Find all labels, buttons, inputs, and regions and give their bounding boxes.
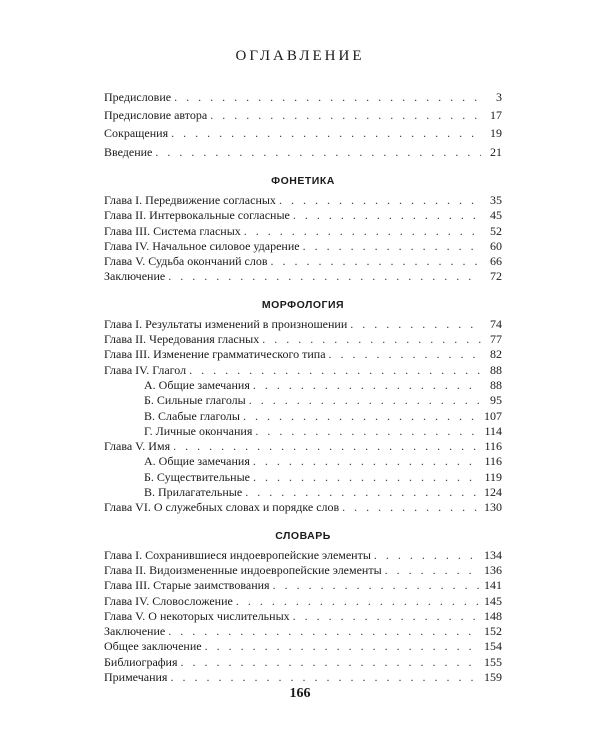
toc-entry — [104, 347, 502, 362]
toc-entry — [104, 393, 502, 408]
dot-leader — [262, 332, 481, 347]
toc-entry-page: 116 — [484, 439, 502, 454]
toc-entry-title: Б. Существительные — [144, 469, 250, 484]
toc-entry — [104, 594, 502, 609]
dot-leader — [173, 439, 481, 454]
dot-leader — [350, 317, 481, 332]
toc-entry-title: В. Слабые глаголы — [144, 408, 240, 423]
toc-entry — [104, 332, 502, 347]
toc-entry-page: 3 — [496, 90, 502, 104]
dot-leader — [168, 269, 481, 284]
toc-entry-page: 19 — [490, 126, 502, 141]
toc-entry-title: Предисловие — [104, 90, 172, 104]
toc-entry-page: 155 — [484, 654, 502, 669]
toc-entry-title: Заключение — [104, 269, 166, 284]
toc-entry-page: 52 — [490, 223, 502, 238]
dot-leader — [253, 378, 481, 393]
toc-entry — [104, 470, 502, 485]
section-heading: МОРФОЛОГИЯ — [261, 298, 345, 311]
toc-entry — [104, 409, 502, 424]
toc-entry — [104, 269, 502, 284]
toc-entry — [104, 655, 502, 670]
dot-leader — [205, 639, 481, 654]
toc-entry-page: 114 — [484, 423, 502, 438]
dot-leader — [189, 363, 481, 378]
dot-leader — [210, 106, 481, 124]
toc-entry-page: 95 — [490, 393, 502, 408]
toc-entry-title: Глава V. Имя — [104, 439, 171, 454]
toc-front-matter — [104, 88, 502, 161]
toc-entry — [104, 670, 502, 685]
toc-entry-page: 66 — [490, 254, 502, 269]
toc-entry-page: 116 — [484, 454, 502, 469]
toc-entry — [104, 208, 502, 223]
toc-entry-title: Глава I. Результаты изменений в произношении — [104, 316, 348, 331]
dot-leader — [243, 409, 481, 424]
toc-entry — [104, 578, 502, 593]
toc-entry-title: Г. Личные окончания — [144, 423, 253, 438]
toc-entry-title: Глава V. О некоторых числительных — [104, 608, 290, 623]
toc-sections — [104, 161, 502, 685]
toc-entry-page: 136 — [484, 562, 502, 577]
dot-leader — [171, 124, 481, 142]
toc-entry-title: Общее заключение — [104, 639, 202, 654]
toc-entry — [104, 363, 502, 378]
toc-entry-page: 77 — [490, 332, 502, 347]
toc-entry — [104, 439, 502, 454]
dot-leader — [293, 208, 481, 223]
toc-entry-title: Предисловие автора — [104, 108, 208, 123]
toc-entry-page: 154 — [484, 639, 502, 654]
toc-entry-title: Глава II. Чередования гласных — [104, 332, 260, 347]
dot-leader — [303, 239, 481, 254]
toc-entry-title: Глава III. Старые заимствования — [104, 578, 270, 593]
toc-entry-page: 145 — [484, 593, 502, 608]
toc-entry-title: Глава V. Судьба окончаний слов — [104, 254, 268, 269]
toc-entry-page: 148 — [484, 608, 502, 623]
dot-leader — [374, 548, 481, 563]
toc-entry — [104, 124, 502, 142]
toc-entry-title: Сокращения — [104, 126, 169, 141]
toc-entry-title: Библиография — [104, 654, 178, 669]
toc-entry-title: Глава II. Интервокальные согласные — [104, 208, 290, 223]
dot-leader — [279, 193, 481, 208]
toc-entry — [104, 239, 502, 254]
toc-entry-page: 88 — [490, 362, 502, 377]
toc-entry-page: 107 — [484, 408, 502, 423]
toc-entry-page: 124 — [484, 485, 502, 500]
toc-entry-title: Глава IV. Словосложение — [104, 593, 233, 608]
toc-entry-page: 60 — [490, 238, 502, 253]
page-number: 166 — [289, 686, 311, 701]
dot-leader — [174, 88, 481, 106]
toc-entry-title: А. Общие замечания — [144, 454, 250, 469]
toc-entry-title: Глава II. Видоизмененные индоевропейские элементы — [104, 562, 382, 577]
dot-leader — [385, 563, 481, 578]
toc-entry — [104, 254, 502, 269]
toc-entry — [104, 378, 502, 393]
dot-leader — [271, 254, 481, 269]
dot-leader — [244, 224, 481, 239]
toc-entry — [104, 500, 502, 515]
toc-entry-title: Примечания — [104, 670, 168, 685]
toc-entry — [104, 317, 502, 332]
toc-entry-page: 17 — [490, 108, 502, 123]
toc-entry-page: 21 — [490, 144, 502, 159]
toc-entry-page: 159 — [484, 670, 502, 685]
toc-entry-title: А. Общие замечания — [144, 377, 250, 392]
toc-entry-title: Глава III. Система гласных — [104, 223, 241, 238]
toc-entry-page: 88 — [490, 377, 502, 392]
toc-entry — [104, 454, 502, 469]
toc-entry-title: Глава I. Передвижение согласных — [104, 193, 276, 207]
toc-entry — [104, 548, 502, 563]
dot-leader — [293, 609, 481, 624]
toc-entry-title: Заключение — [104, 624, 166, 639]
toc-entry — [104, 624, 502, 639]
dot-leader — [155, 143, 481, 161]
toc-entry-page: 119 — [484, 469, 502, 484]
dot-leader — [249, 393, 481, 408]
dot-leader — [255, 424, 481, 439]
dot-leader — [245, 485, 481, 500]
toc-entry-title: Глава IV. Начальное силовое ударение — [104, 238, 300, 253]
toc-entry — [104, 88, 502, 106]
toc-entry-title: Глава VI. О служебных словах и порядке слов — [104, 500, 340, 515]
toc-entry — [104, 424, 502, 439]
dot-leader — [329, 347, 481, 362]
page-title: ОГЛАВЛЕНИЕ — [235, 48, 365, 64]
dot-leader — [253, 470, 481, 485]
toc-entry-page: 82 — [490, 347, 502, 362]
toc-entry — [104, 639, 502, 654]
toc-entry — [104, 143, 502, 161]
toc-entry-page: 130 — [484, 500, 502, 515]
toc-entry-title: В. Прилагательные — [144, 485, 243, 500]
toc-entry-page: 35 — [490, 193, 502, 207]
toc-entry-page: 74 — [490, 316, 502, 331]
toc-entry — [104, 563, 502, 578]
dot-leader — [273, 578, 481, 593]
toc-entry-title: Глава IV. Глагол — [104, 362, 187, 377]
section-heading: СЛОВАРЬ — [275, 529, 331, 542]
dot-leader — [181, 655, 482, 670]
dot-leader — [170, 670, 481, 685]
toc-entry-page: 45 — [490, 208, 502, 223]
dot-leader — [253, 454, 481, 469]
toc-entry-title: Б. Сильные глаголы — [144, 393, 246, 408]
toc-entry-title: Введение — [104, 144, 153, 159]
toc-entry-page: 152 — [484, 624, 502, 639]
toc-entry — [104, 485, 502, 500]
toc-entry-page: 141 — [484, 578, 502, 593]
toc-entry — [104, 224, 502, 239]
dot-leader — [168, 624, 481, 639]
toc-entry-title: Глава I. Сохранившиеся индоевропейские элементы — [104, 547, 371, 562]
toc-entry-page: 134 — [484, 547, 502, 562]
section-heading: ФОНЕТИКА — [271, 175, 335, 187]
toc-entry — [104, 609, 502, 624]
dot-leader — [236, 594, 481, 609]
toc-entry-page: 72 — [490, 269, 502, 284]
toc-entry — [104, 106, 502, 124]
toc-entry-title: Глава III. Изменение грамматического типа — [104, 347, 326, 362]
dot-leader — [342, 500, 481, 515]
toc-entry — [104, 193, 502, 208]
